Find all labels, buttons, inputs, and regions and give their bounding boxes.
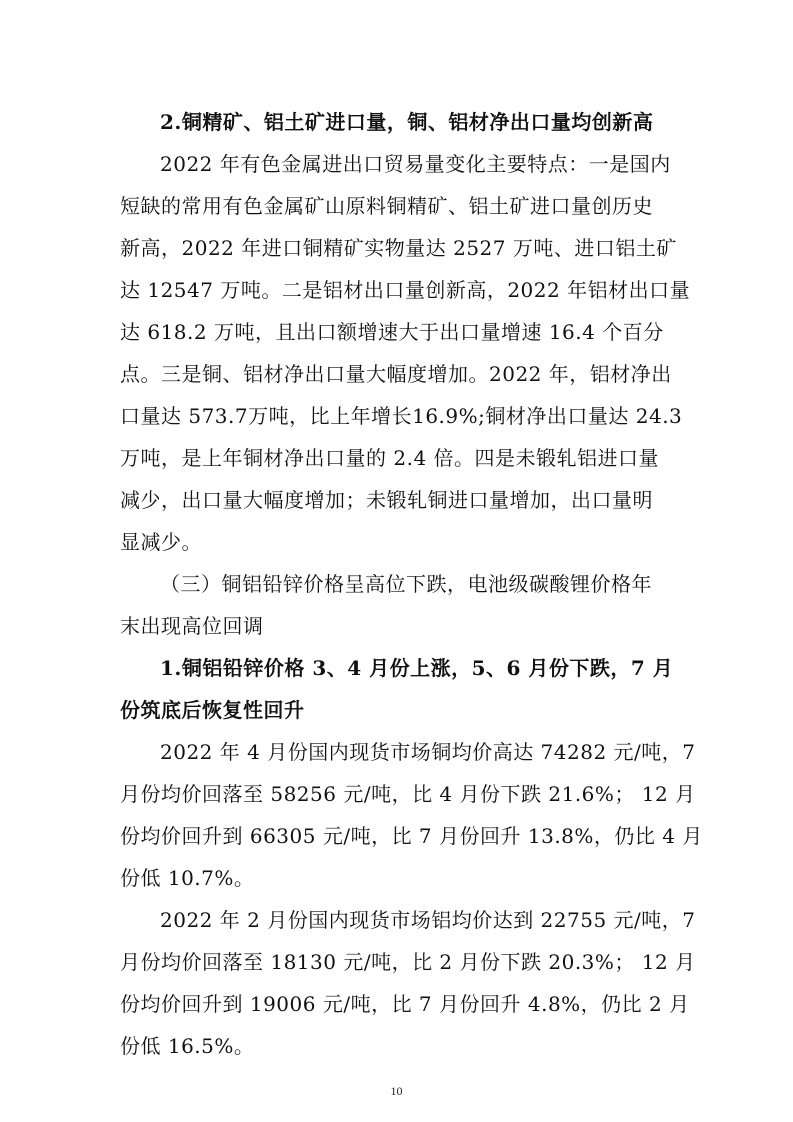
paragraph-line: 2022 年 4 月份国内现货市场铜均价高达 74282 元/吨，7: [160, 740, 696, 764]
paragraph-line: 减少，出口量大幅度增加；未锻轧铜进口量增加，出口量明: [120, 488, 653, 512]
paragraph-line: 点。三是铜、铝材净出口量大幅度增加。2022 年，铝材净出: [120, 362, 672, 386]
paragraph-line: 短缺的常用有色金属矿山原料铜精矿、铝土矿进口量创历史: [120, 194, 653, 218]
paragraph-line: 月份均价回落至 58256 元/吨，比 4 月份下跌 21.6%； 12 月: [120, 782, 696, 806]
paragraph-line: 2022 年 2 月份国内现货市场铝均价达到 22755 元/吨，7: [160, 908, 696, 932]
paragraph-line: 口量达 573.7万吨，比上年增长16.9%;铜材净出口量达 24.3: [120, 404, 683, 428]
page-number: 10: [390, 1084, 403, 1098]
paragraph-line: 新高，2022 年进口铜精矿实物量达 2527 万吨、进口铝土矿: [120, 236, 677, 260]
paragraph-line: 月份均价回落至 18130 元/吨，比 2 月份下跌 20.3%； 12 月: [120, 950, 696, 974]
paragraph-line: 份均价回升到 66305 元/吨，比 7 月份回升 13.8%，仍比 4 月: [120, 824, 703, 848]
paragraph-line: 万吨，是上年铜材净出口量的 2.4 倍。四是未锻轧铝进口量: [120, 446, 660, 470]
paragraph-line: 2022 年有色金属进出口贸易量变化主要特点：一是国内: [160, 152, 671, 176]
section-heading-3: （三）铜铝铅锌价格呈高位下跌，电池级碳酸锂价格年: [160, 572, 652, 596]
paragraph-line: 份低 16.5%。: [120, 1034, 255, 1058]
section-heading-3-continued: 末出现高位回调: [120, 614, 264, 638]
paragraph-line: 份低 10.7%。: [120, 866, 255, 890]
paragraph-line: 显减少。: [120, 530, 202, 554]
subheading-2-copy-aluminum-trade: 2.铜精矿、铝土矿进口量，铜、铝材净出口量均创新高: [160, 110, 654, 134]
paragraph-line: 达 12547 万吨。二是铝材出口量创新高，2022 年铝材出口量: [120, 278, 691, 302]
subheading-1-price-trend-continued: 份筑底后恢复性回升: [120, 698, 305, 722]
subheading-1-price-trend: 1.铜铝铅锌价格 3、4 月份上涨，5、6 月份下跌，7 月: [160, 656, 674, 680]
paragraph-line: 份均价回升到 19006 元/吨，比 7 月份回升 4.8%，仍比 2 月: [120, 992, 690, 1016]
paragraph-line: 达 618.2 万吨，且出口额增速大于出口量增速 16.4 个百分: [120, 320, 664, 344]
